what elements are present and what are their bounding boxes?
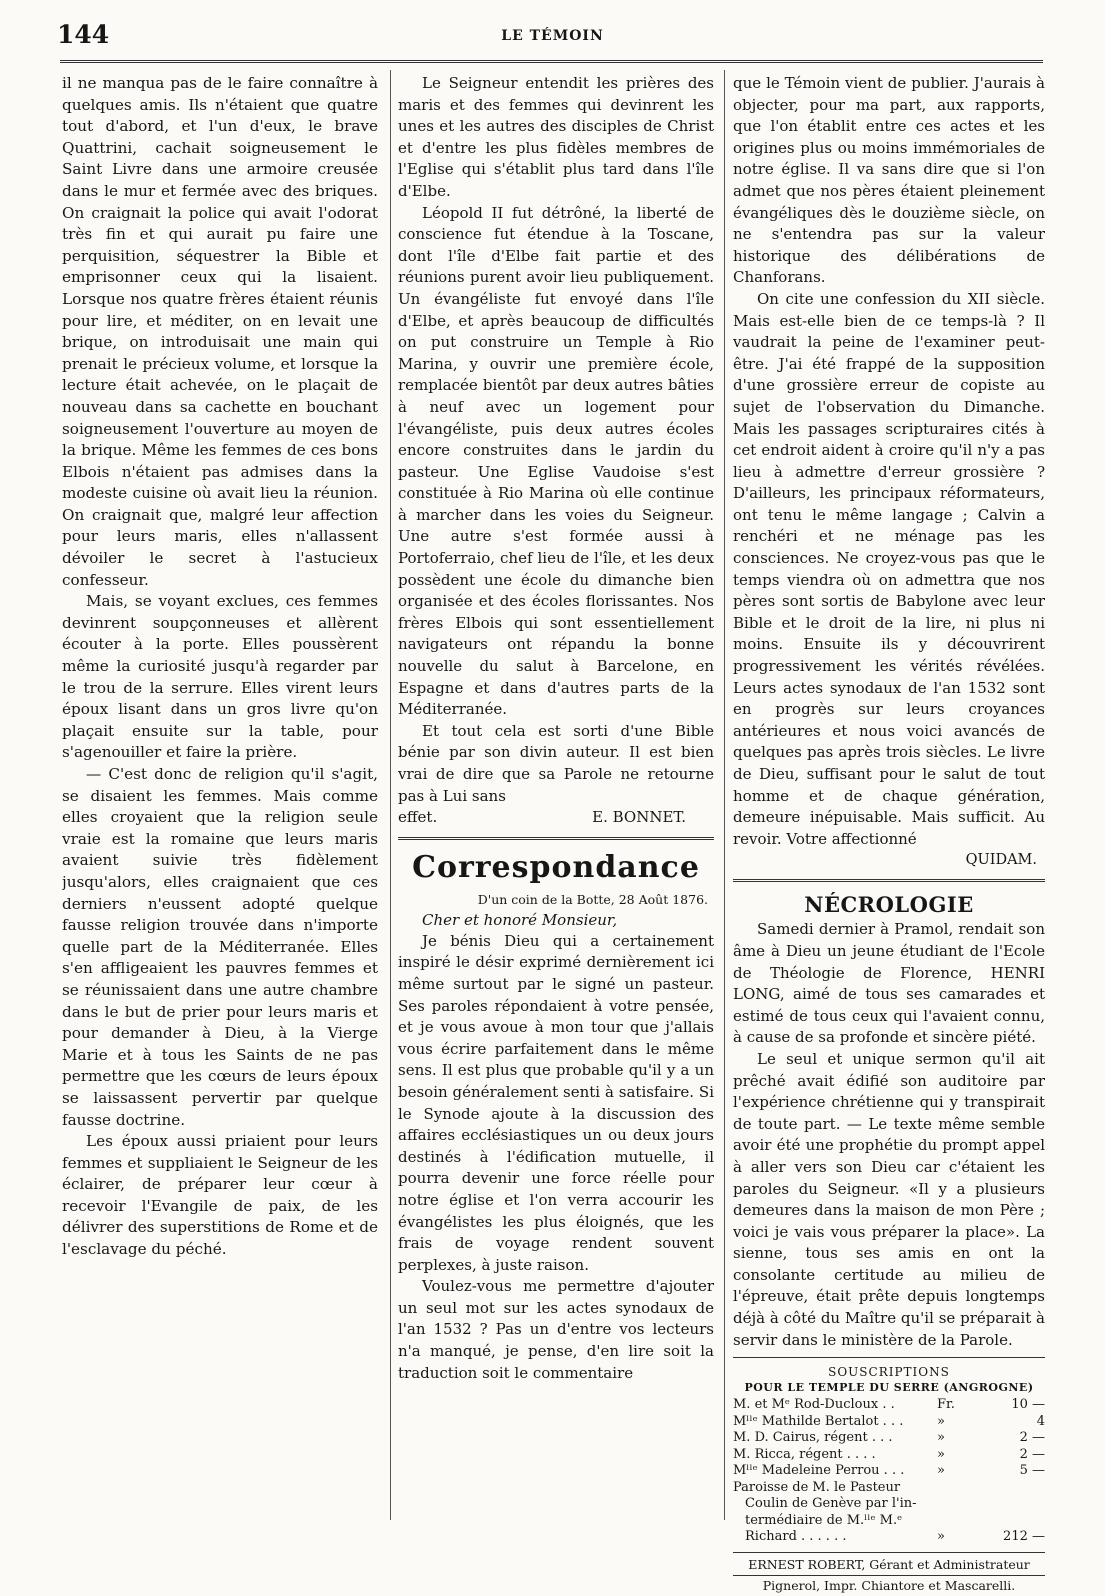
subscription-currency: »	[937, 1413, 945, 1429]
column-2	[398, 73, 714, 1384]
subscriber-name: Richard . . . . . .	[745, 1529, 847, 1545]
section-separator	[398, 837, 714, 840]
imprint-printer: Pignerol, Impr. Chiantore et Mascarelli.	[733, 1575, 1045, 1596]
dateline: D'un coin de la Botte, 28 Août 1876.	[477, 891, 708, 907]
subscription-currency: »	[937, 1529, 945, 1545]
signature-word: effet.	[398, 808, 438, 827]
subscription-row	[733, 1463, 1045, 1480]
page-number: 144	[57, 20, 110, 49]
section-separator	[733, 879, 1045, 882]
paragraph: Mais, se voyant exclues, ces femmes devinrent soupçonneuses et allèrent écouter à la porte. Elles poussèrent même la curiosité jusqu'à regarder par le trou de la serrure. Elles virent leurs époux lisant dans un gros livre qu'on plaçait ensuite sur la table, pour s'agenouiller et faire la prière.	[62, 592, 378, 762]
subscriptions-subtitle: POUR LE TEMPLE DU SERRE (ANGROGNE)	[744, 1381, 1034, 1395]
necrologie-heading: NÉCROLOGIE	[804, 892, 974, 918]
header-rule	[60, 60, 1043, 63]
salutation: Cher et honoré Monsieur,	[422, 910, 618, 929]
paragraph: il ne manqua pas de le faire connaître à quelques amis. Ils n'étaient que quatre tout d'abord, et l'un d'eux, le brave Quattrini, cachait soigneusement le Saint Livre dans une armoire creusée dans le mur et fermée avec des briques. On craignait la police qui avait l'odorat très fin et qui aurait pu faire une perquisition, séquestrer la Bible et emprisonner ceux qui la lisaient. Lorsque nos quatre frères étaient réunis pour lire, et méditer, on en levait une brique, on introduisait une main qui prenait le précieux volume, et lorsque la lecture était achevée, on le plaçait de nouveau dans sa cachette en bouchant soigneusement l'ouverture au moyen de la brique. Même les femmes de ces bons Elbois n'étaient pas admises dans la modeste cuisine où avait lieu la réunion. On craignait que, malgré leur affection pour leurs maris, elles n'allassent dévoiler le secret à l'astucieux confesseur.	[62, 74, 378, 589]
subscription-row	[733, 1529, 1045, 1546]
column-3	[733, 73, 1045, 1596]
subscriber-name: Mˡˡᵉ Mathilde Bertalot . . .	[733, 1413, 904, 1429]
subscription-row	[733, 1496, 1045, 1513]
subscriber-name: Paroisse de M. le Pasteur	[733, 1479, 901, 1495]
subscription-amount	[981, 1480, 1045, 1497]
subscription-row	[733, 1414, 1045, 1431]
signature: QUIDAM.	[965, 852, 1037, 869]
paragraph: On cite une confession du XII siècle. Mais est-elle bien de ce temps-là ? Il vaudrait la peine de l'examiner peut-être. J'ai été frappé de la supposition d'une grossière erreur de copiste au sujet de l'observation du Dimanche. Mais les passages scripturaires cités à cet endroit aident à croire qu'il n'y a pas lieu à admettre d'erreur grossière ? D'ailleurs, les principaux réformateurs, ont tenu le même langage ; Calvin a renchéri et ne ménage pas les consciences. Ne croyez-vous pas que le temps viendra où on admettra que nos pères sont sortis de Babylone avec leur Bible et le droit de la lire, ni plus ni moins. Ensuite ils y découvrirent progressivement les vérités révélées. Leurs actes synodaux de l'an 1532 sont en progrès sur leurs croyances antérieures et nous voici avancés de quelques pas après trois siècles. Le livre de Dieu, suffisant pour le salut de tout homme et de chaque génération, demeure inépuisable. Mais sufficit. Au revoir. Votre affectionné	[733, 289, 1045, 848]
subscription-amount: 2 —	[1019, 1430, 1045, 1446]
paragraph: Je bénis Dieu qui a certainement inspiré le désir exprimé dernièrement ici même surtout par le signé un pasteur. Ses paroles répondaient à votre pensée, et je vous avoue à mon tour que j'allais vous écrire parfaitement dans le même sens. Il est plus que probable qu'il y a un besoin généralement senti à satisfaire. Si le Synode ajoute à la discussion des affaires ecclésiastiques un ou deux jours destinés à l'édification mutuelle, il pourra devenir une force réelle pour notre église et l'on verra accourir les évangélistes les plus éloignés, que les frais de voyage rendent souvent perplexes, à juste raison.	[398, 931, 714, 1274]
column-divider	[390, 70, 391, 1520]
divider	[733, 1357, 1045, 1358]
subscription-currency: »	[937, 1446, 945, 1462]
paragraph: Léopold II fut détrôné, la liberté de conscience fut étendue à la Toscane, dont l'île d'Elbe fait partie et des réunions purent avoir lieu publiquement. Un évangéliste fut envoyé dans l'île d'Elbe, et après beaucoup de difficultés on put construire un Temple à Rio Marina, y ouvrir une première école, remplacée bientôt par deux autres bâties à neuf avec un logement pour l'évangéliste, puis deux autres écoles encore construites dans le jardin du pasteur. Une Eglise Vaudoise s'est constituée à Rio Marina où elle continue à marcher dans les voies du Seigneur. Une autre s'est formée aussi à Portoferraio, chef lieu de l'île, et les deux possèdent une école du dimanche bien organisée et des écoles florissantes. Nos frères Elbois qui sont essentiellement navigateurs ont répandu la bonne nouvelle du salut à Barcelone, en Espagne et dans d'autres parts de la Méditerranée.	[398, 203, 714, 719]
running-title: LE TÉMOIN	[501, 28, 604, 44]
subscription-row	[733, 1513, 1045, 1530]
subscription-currency: »	[937, 1463, 945, 1479]
subscriptions-title: SOUSCRIPTIONS	[828, 1365, 950, 1380]
subscriber-name: M. D. Cairus, régent . . .	[733, 1430, 893, 1446]
paragraph: que le Témoin vient de publier. J'aurais à objecter, pour ma part, aux rapports, que l'on établit entre ces actes et les origines plus ou moins immémoriales de notre église. Il va sans dire que si l'on admet que nos pères étaient pleinement évangéliques dès le douzième siècle, on ne s'entendra pas sur la valeur historique des délibérations de Chanforans.	[733, 74, 1045, 287]
subscriber-name: M. et Mᵉ Rod-Ducloux . .	[733, 1397, 895, 1413]
subscription-currency	[937, 1513, 981, 1530]
paragraph: Voulez-vous me permettre d'ajouter un seul mot sur les actes synodaux de l'an 1532 ? Pas un d'entre vos lecteurs n'a manqué, je pense, d'en lire soit la traduction soit le commentaire	[398, 1277, 714, 1382]
subscription-amount	[981, 1496, 1045, 1513]
subscription-amount: 4	[1036, 1413, 1045, 1429]
column-divider	[724, 70, 725, 1520]
subscription-currency	[937, 1496, 981, 1513]
subscriber-name: M. Ricca, régent . . . .	[733, 1446, 876, 1462]
paragraph: Le seul et unique sermon qu'il ait prêché avait édifié son auditoire par l'expérience chrétienne qui y transpirait de toute part. — Le texte même semble avoir été une prophétie du prompt appel à aller vers son Dieu car c'étaient les paroles du Seigneur. «Il y a plusieurs demeures dans la maison de mon Père ; voici je vais vous préparer la place». La sienne, tous ses amis en ont la consolante certitude au milieu de l'épreuve, était prête depuis longtemps déjà à côté du Maître qu'il se préparait à servir dans le ministère de la Parole.	[733, 1049, 1045, 1349]
subscription-row	[733, 1447, 1045, 1464]
subscriber-name: termédiaire de M.ˡˡᵉ M.ᵉ	[745, 1512, 903, 1528]
paragraph: Les époux aussi priaient pour leurs femmes et suppliaient le Seigneur de les éclairer, de préparer leur cœur à recevoir l'Evangile de paix, de les délivrer des superstitions de Rome et de l'esclavage du péché.	[62, 1132, 378, 1259]
subscriber-name: Coulin de Genève par l'in-	[745, 1496, 917, 1512]
subscription-row	[733, 1480, 1045, 1497]
article-signature	[398, 807, 714, 829]
correspondance-heading: Correspondance	[412, 849, 700, 885]
subscription-currency: Fr.	[937, 1397, 955, 1413]
paragraph: Samedi dernier à Pramol, rendait son âme à Dieu un jeune étudiant de l'Ecole de Théologie de Florence, HENRI LONG, aimé de tous ses camarades et estimé de tous ceux qui l'avaient connu, à cause de sa profonde et sincère piété.	[733, 920, 1045, 1047]
subscription-currency: »	[937, 1430, 945, 1446]
subscription-currency	[937, 1480, 981, 1497]
imprint-manager: ERNEST ROBERT, Gérant et Administrateur	[733, 1552, 1045, 1575]
subscription-amount: 10 —	[1011, 1397, 1045, 1413]
subscription-row	[733, 1397, 1045, 1414]
signature-name: E. BONNET.	[592, 808, 686, 827]
paragraph: Et tout cela est sorti d'une Bible bénie par son divin auteur. Il est bien vrai de dire que sa Parole ne retourne pas à Lui sans	[398, 721, 714, 805]
subscription-amount: 2 —	[1019, 1446, 1045, 1462]
subscription-row	[733, 1430, 1045, 1447]
subscription-amount: 5 —	[1019, 1463, 1045, 1479]
subscriptions-list	[733, 1397, 1045, 1546]
paragraph: Le Seigneur entendit les prières des maris et des femmes qui devinrent les unes et les autres des disciples de Christ et d'entre les plus fidèles membres de l'Eglise qui s'établit plus tard dans l'île d'Elbe.	[398, 74, 714, 200]
paragraph: — C'est donc de religion qu'il s'agit, se disaient les femmes. Mais comme elles croyaient que la religion seule vraie est la romaine que leurs maris avaient suivie très fidèlement jusqu'alors, elles craignaient que ces derniers n'eussent adopté quelque fausse religion trouvée dans n'importe quelle part de la Méditerranée. Elles s'en affligeaient les pauvres femmes et se réunissaient dans une autre chambre dans le but de prier pour leurs maris et pour demander à Dieu, à la Vierge Marie et à tous les Saints de ne pas permettre que les cœurs de leurs époux se laissassent pervertir par quelque fausse doctrine.	[62, 765, 378, 1129]
subscriber-name: Mˡˡᵉ Madeleine Perrou . . .	[733, 1463, 905, 1479]
subscription-amount: 212 —	[1003, 1529, 1045, 1545]
column-1	[62, 73, 378, 1261]
subscription-amount	[981, 1513, 1045, 1530]
